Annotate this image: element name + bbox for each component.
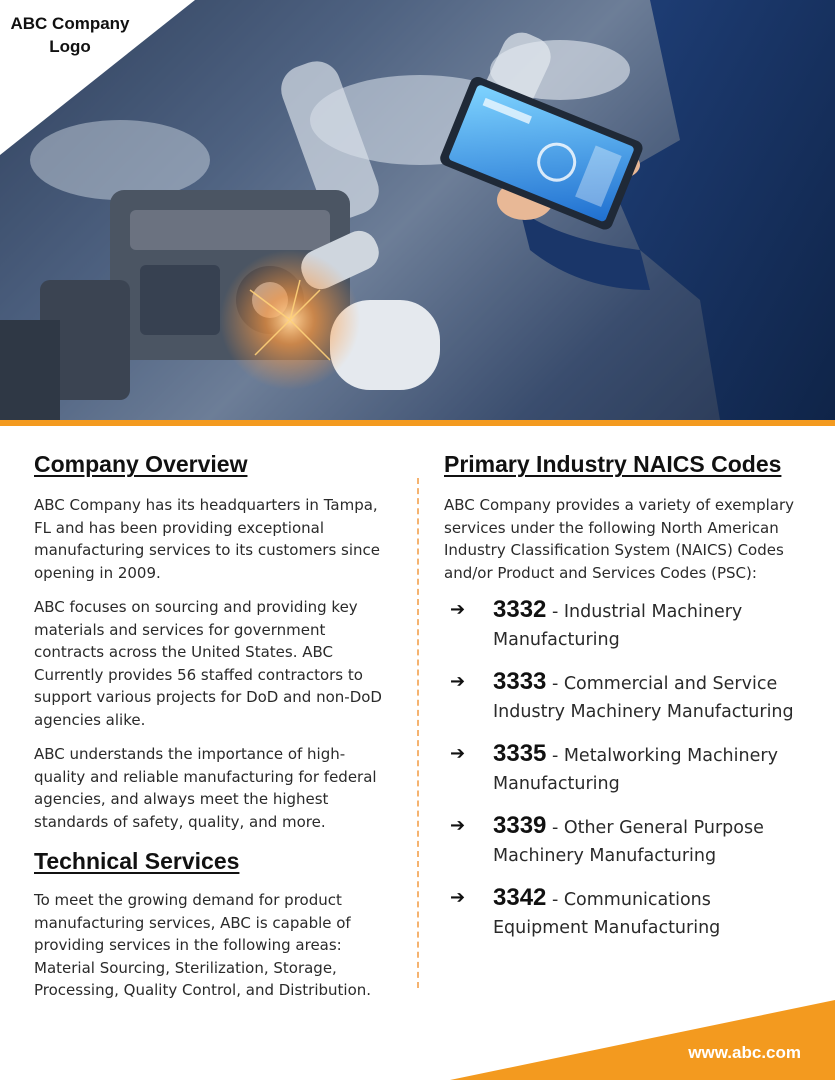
arrow-right-icon: ➔ [450, 671, 466, 692]
naics-item [444, 740, 804, 798]
naics-item [444, 596, 804, 654]
column-divider [417, 478, 419, 988]
naics-item [444, 884, 804, 942]
naics-description: - Metalworking Machinery Manufacturing [493, 746, 778, 794]
arrow-right-icon: ➔ [450, 599, 466, 620]
overview-paragraph: ABC understands the importance of high-quality and reliable manufacturing for federal agencies, and always meet the highest standards of safety, quality, and more. [34, 745, 377, 831]
company-overview-heading: Company Overview [34, 451, 248, 477]
overview-paragraph: ABC focuses on sourcing and providing key materials and services for government contracts across the United States. ABC Currently provides 56 staffed contractors to support various projects for DoD and non-DoD agencies alike. [34, 598, 382, 729]
hero-image [0, 0, 835, 420]
naics-description: - Industrial Machinery Manufacturing [493, 602, 743, 650]
naics-code: 3342 [493, 884, 547, 911]
naics-code: 3339 [493, 812, 547, 839]
naics-code: 3335 [493, 740, 547, 767]
arrow-right-icon: ➔ [450, 887, 466, 908]
naics-list [444, 596, 804, 942]
naics-code: 3332 [493, 596, 547, 623]
naics-description: - Other General Purpose Machinery Manufacturing [493, 818, 764, 866]
naics-item [444, 812, 804, 870]
technical-services-paragraph: To meet the growing demand for product manufacturing services, ABC is capable of providing services in the following areas: Material Sourcing, Sterilization, Storage, Processing, Quality Control, and Distribution. [34, 891, 372, 999]
naics-intro: ABC Company provides a variety of exemplary services under the following North American Industry Classification System (NAICS) Codes and/or Product and Services Codes (PSC): [444, 496, 795, 582]
technical-services-heading: Technical Services [34, 848, 240, 874]
company-logo: ABC Company Logo [10, 14, 130, 56]
naics-heading: Primary Industry NAICS Codes [444, 451, 782, 477]
naics-description: - Communications Equipment Manufacturing [493, 890, 721, 938]
accent-divider [0, 420, 835, 426]
website-link[interactable]: www.abc.com [688, 1043, 801, 1062]
naics-item [444, 668, 804, 726]
naics-code: 3333 [493, 668, 547, 695]
arrow-right-icon: ➔ [450, 815, 466, 836]
naics-description: - Commercial and Service Industry Machinery Manufacturing [493, 674, 794, 722]
left-column [34, 448, 384, 1014]
arrow-right-icon: ➔ [450, 743, 466, 764]
right-column [444, 448, 804, 956]
overview-paragraph: ABC Company has its headquarters in Tampa, FL and has been providing exceptional manufacturing services to its customers since opening in 2009. [34, 496, 381, 582]
footer-band [0, 1000, 835, 1080]
